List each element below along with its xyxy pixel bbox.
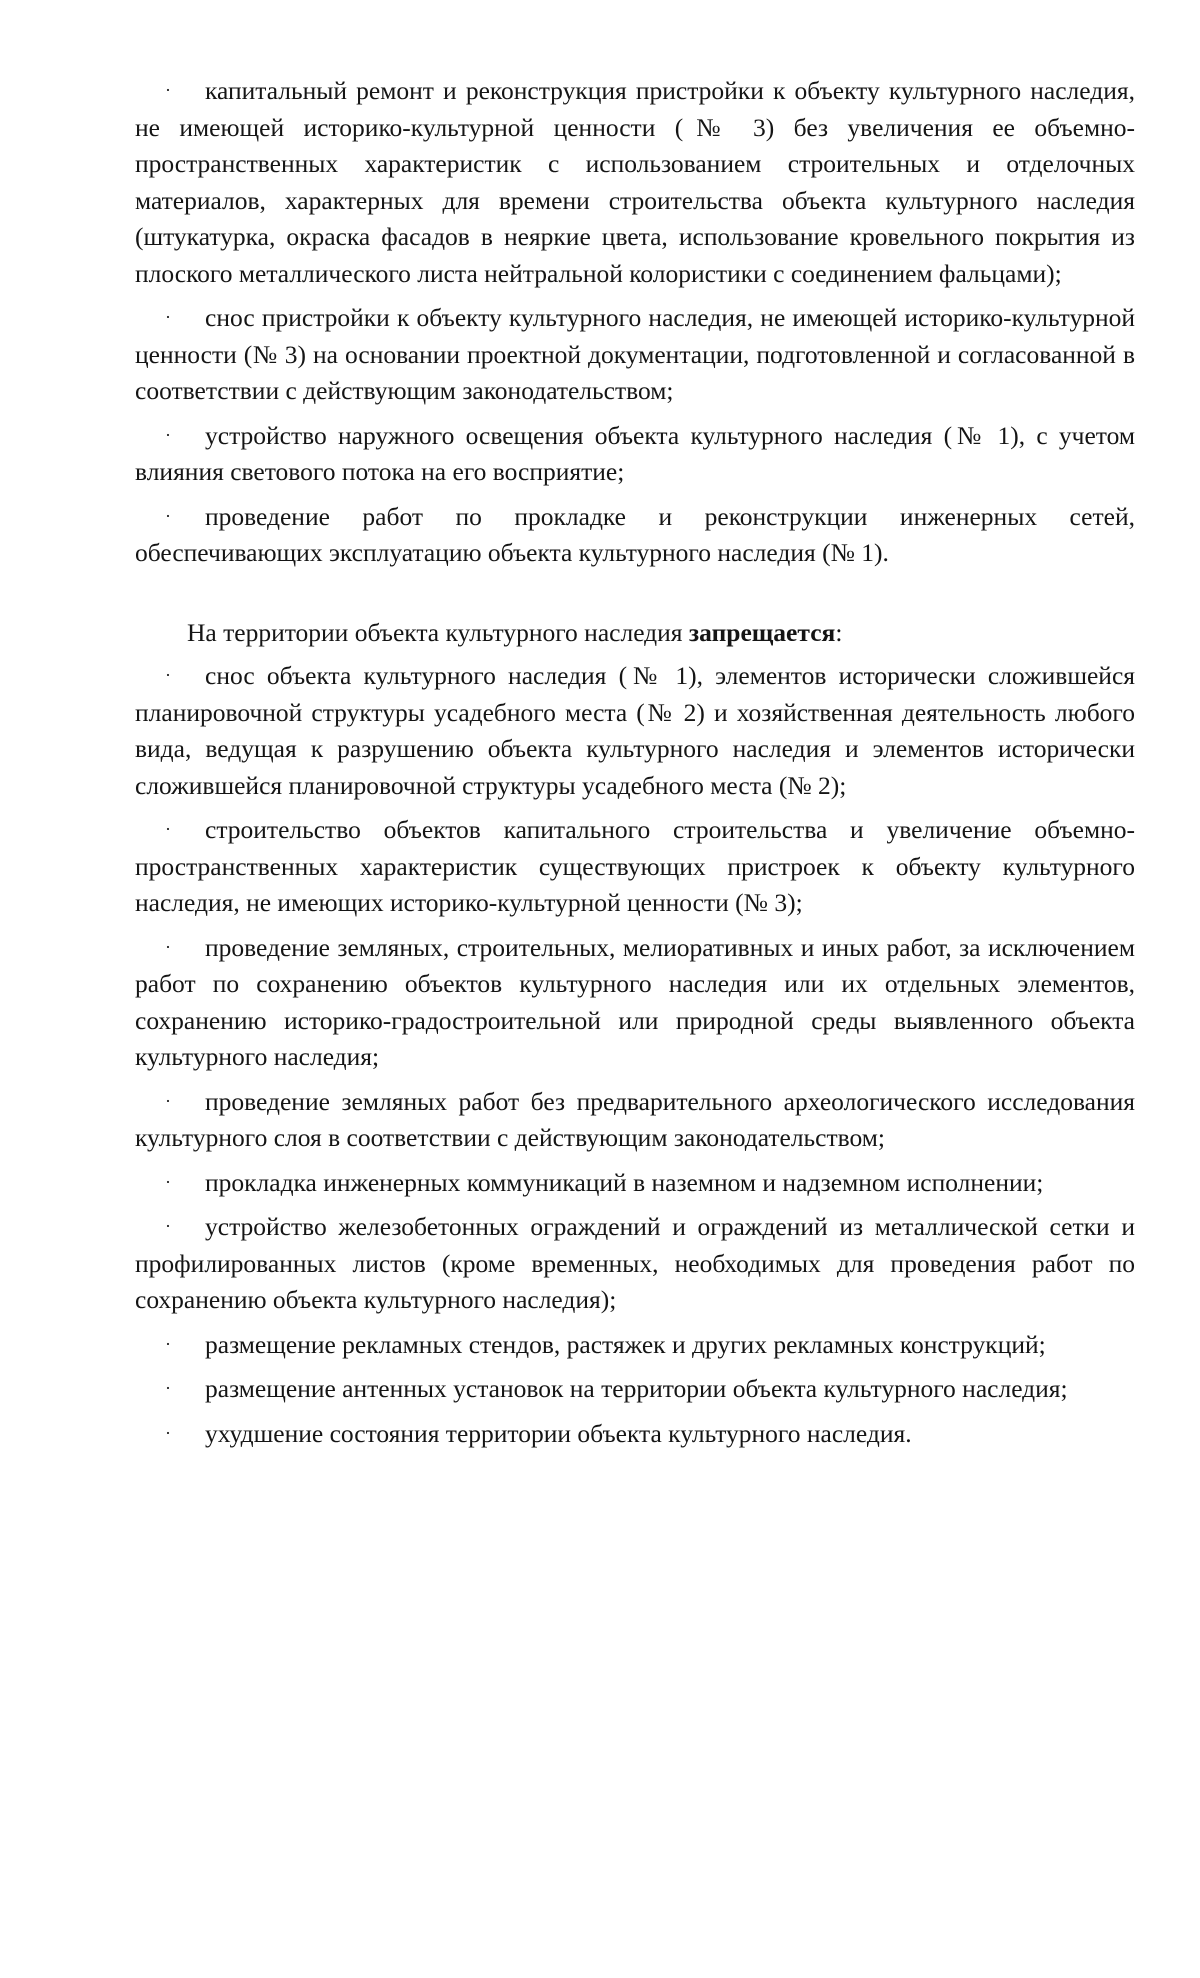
list-item — [135, 498, 1135, 572]
bullet-marker: · — [165, 80, 171, 100]
list-item — [135, 1370, 1135, 1408]
prohibited-section-heading — [135, 615, 1135, 652]
list-item-text: устройство железобетонных ограждений и ограждений из металлической сетки и профилированных листов (кроме временных, необходимых для проведения работ по сохранению объекта культурного наследия); — [135, 1212, 1135, 1314]
list-item — [135, 1208, 1135, 1319]
allowed-works-list — [135, 72, 1135, 572]
list-item — [135, 811, 1135, 922]
list-item-text: размещение рекламных стендов, растяжек и других рекламных конструкций; — [205, 1329, 1046, 1359]
list-item — [135, 1326, 1135, 1364]
list-item — [135, 1083, 1135, 1157]
bullet-marker: · — [165, 1422, 171, 1443]
bullet-marker: · — [165, 819, 171, 839]
list-item-text: проведение земляных, строительных, мелиоративных и иных работ, за исключением работ по сохранению объектов культурного наследия или их отдельных элементов, сохранению историко-градостроительной или природной среды выявленного объекта культурного наследия; — [135, 932, 1135, 1071]
list-item-text: проведение работ по прокладке и реконструкции инженерных сетей, обеспечивающих эксплуатацию объекта культурного наследия (№ 1). — [135, 501, 1135, 567]
bullet-marker: · — [165, 1216, 171, 1236]
list-item-text: снос объекта культурного наследия (№ 1), элементов исторически сложившейся планировочной структуры усадебного места (№ 2) и хозяйственная деятельность любого вида, ведущая к разрушению объекта культурного наследия и элементов исторически сложившейся планировочной структуры усадебного места (№ 2); — [135, 661, 1135, 800]
list-item — [135, 657, 1135, 804]
heading-suffix: : — [835, 617, 843, 647]
bullet-marker: · — [165, 936, 171, 957]
list-item — [135, 929, 1135, 1076]
list-item — [135, 1164, 1135, 1202]
bullet-marker: · — [165, 307, 171, 327]
bullet-marker: · — [165, 1378, 171, 1398]
list-item-text: устройство наружного освещения объекта культурного наследия (№ 1), с учетом влияния светового потока на его восприятие; — [135, 420, 1135, 486]
list-item-text: проведение земляных работ без предварительного археологического исследования культурного слоя в соответствии с действующим законодательством; — [135, 1086, 1135, 1152]
list-item — [135, 1415, 1135, 1453]
list-item-text: снос пристройки к объекту культурного наследия, не имеющей историко-культурной ценности (№ 3) на основании проектной документации, подготовленной и согласованной в соответствии с действующим законодательством; — [135, 303, 1135, 405]
list-item-text: ухудшение состояния территории объекта культурного наследия. — [205, 1418, 912, 1448]
bullet-marker: · — [165, 505, 171, 526]
bullet-marker: · — [165, 1171, 171, 1192]
list-item — [135, 72, 1135, 292]
bullet-marker: · — [165, 1333, 171, 1354]
list-item — [135, 299, 1135, 410]
list-item-text: размещение антенных установок на территории объекта культурного наследия; — [205, 1374, 1068, 1403]
list-item-text: капитальный ремонт и реконструкция пристройки к объекту культурного наследия, не имеющей историко-культурной ценности (№ 3) без увеличения ее объемно-пространственных характеристик с использованием строительных и отделочных материалов, характерных для времени строительства объекта культурного наследия (штукатурка, окраска фасадов в неяркие цвета, использование кровельного покрытия из плоского металлического листа нейтральной колористики с соединением фальцами); — [135, 76, 1135, 288]
list-item-text: строительство объектов капитального строительства и увеличение объемно-пространственных характеристик существующих пристроек к объекту культурного наследия, не имеющих историко-культурной ценности (№ 3); — [135, 815, 1135, 917]
document-page — [135, 72, 1135, 1459]
bullet-marker: · — [165, 665, 171, 685]
section-spacer — [135, 579, 1135, 615]
bullet-marker: · — [165, 424, 171, 445]
heading-text: На территории объекта культурного наследия — [187, 617, 689, 647]
list-item-text: прокладка инженерных коммуникаций в наземном и надземном исполнении; — [205, 1167, 1044, 1197]
list-item — [135, 417, 1135, 491]
bullet-marker: · — [165, 1090, 171, 1111]
prohibited-works-list — [135, 657, 1135, 1452]
heading-emphasis: запрещается — [688, 617, 836, 647]
